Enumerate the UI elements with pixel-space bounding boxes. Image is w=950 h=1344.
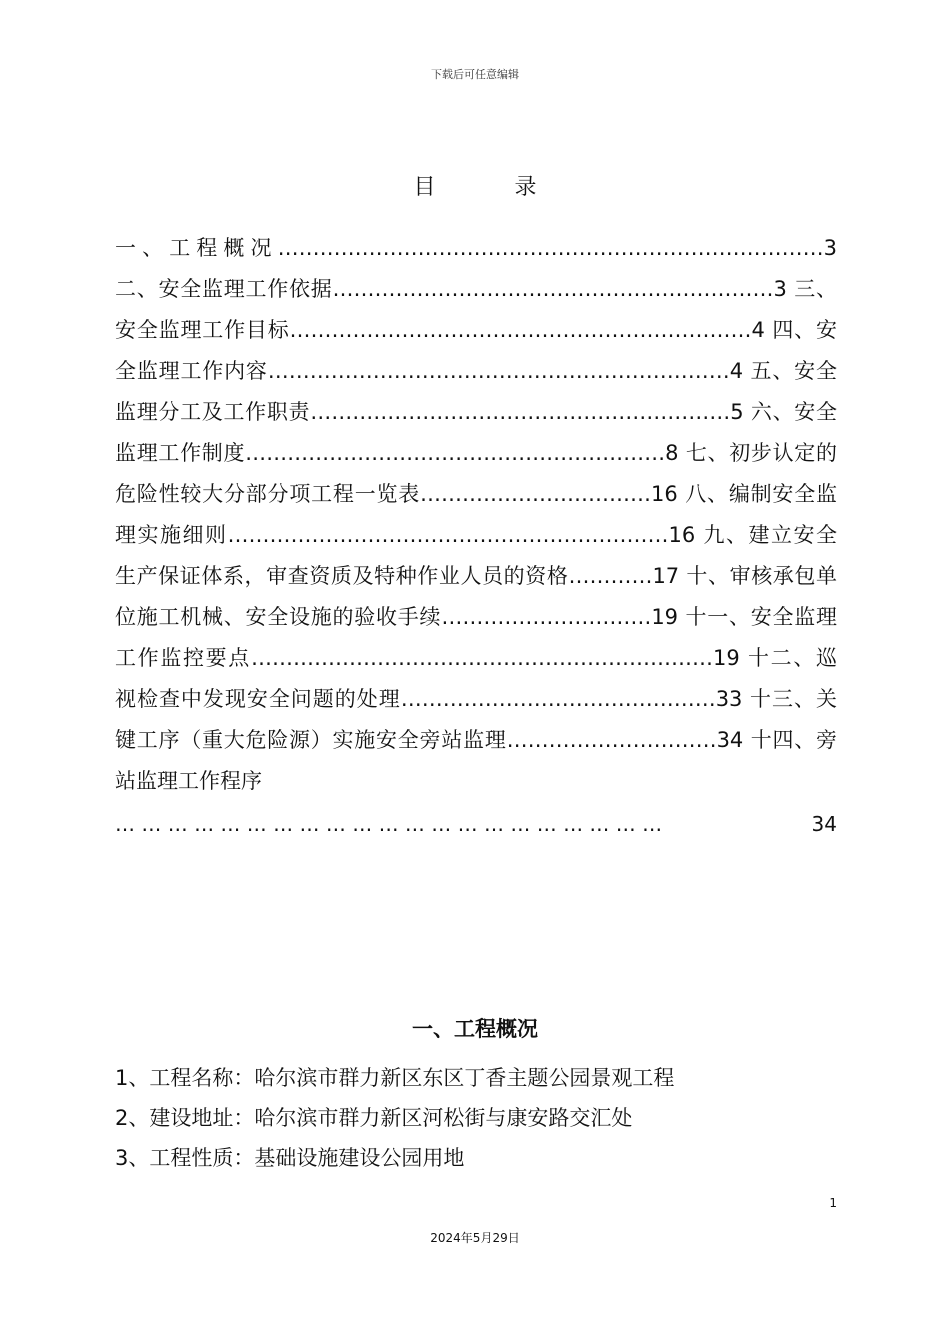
toc-page-number: 34 [811, 812, 837, 836]
section-title: 一、工程概况 [412, 1017, 538, 1041]
page-header: 下载后可任意编辑 [431, 68, 519, 81]
toc-last-line [115, 804, 837, 845]
toc-leader-dots: … … … … … … … … … … … … … … … … … … … … … [115, 812, 663, 836]
toc-title: 目 录 [413, 175, 573, 200]
list-item: 3、工程性质：基础设施建设公园用地 [115, 1146, 465, 1170]
list-item: 2、建设地址：哈尔滨市群力新区河松街与康安路交汇处 [115, 1106, 633, 1130]
table-of-contents [115, 228, 837, 802]
toc-text: 一、工程概况……………………………………………………………………3 二、安全监理工作依据………………………………………………………3 三、安全监理工作目标…………………………………………………………4 四、安全监理工作内容…………………………………………………………4 五、安全监理分工及工作职责……………………………………………………5 六、安全监理工作制度……………………………………………………8 七、初步认定的危险性较大分部分项工程一览表……………………………16 八、编制安全监理实施细则………………………………………………………16 九、建立安全生产保证体系，审查资质及特种作业人员的资格…………17 十、审核承包单位施工机械、安全设施的验收手续…………………………19 十一、安全监理工作监控要点…………………………………………………………19 十二、巡视检查中发现安全问题的处理………………………………………33 十三、关键工序（重大危险源）实施安全旁站监理…………………………34 十四、旁站监理工作程序 [115, 236, 837, 793]
page-footer: 2024年5月29日 [430, 1231, 520, 1245]
list-item: 1、工程名称：哈尔滨市群力新区东区丁香主题公园景观工程 [115, 1066, 675, 1090]
page-number: 1 [829, 1196, 837, 1210]
